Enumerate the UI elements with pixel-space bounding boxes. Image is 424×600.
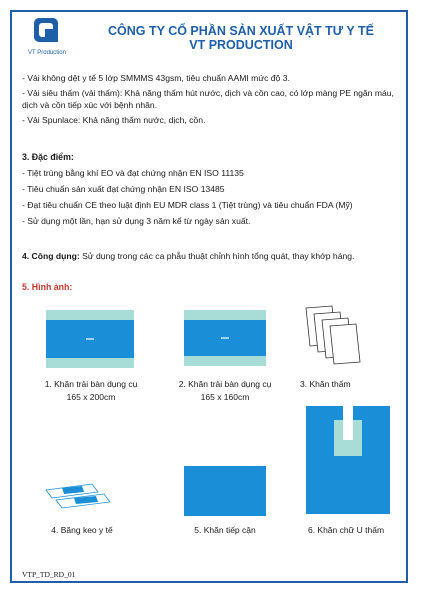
- company-name-line2: VT PRODUCTION: [189, 38, 293, 52]
- feature-item: - Tiệt trùng bằng khí EO và đạt chứng nhận EN ISO 11135: [22, 168, 244, 178]
- usage-section: [22, 250, 394, 262]
- usage-label: 4. Công dụng:: [22, 251, 80, 261]
- materials-list: [22, 72, 394, 126]
- caption-title: 5. Khăn tiếp cận: [194, 525, 256, 535]
- image-caption-3: [300, 378, 384, 391]
- company-name: [76, 24, 406, 52]
- features-heading: 3. Đặc điểm:: [22, 152, 74, 162]
- image-caption-1: [24, 378, 158, 404]
- instrument-table-drape-image: [184, 310, 266, 366]
- features-list: [22, 167, 394, 227]
- material-item: - Vải không dệt y tế 5 lớp SMMMS 43gsm, tiêu chuẩn AAMI mức độ 3.: [22, 73, 290, 83]
- company-name-line1: CÔNG TY CỔ PHẦN SẢN XUẤT VẬT TƯ Y TẾ: [108, 24, 374, 38]
- feature-item: - Tiêu chuẩn sản xuất đạt chứng nhận EN ISO 13485: [22, 184, 225, 194]
- caption-size: 165 x 200cm: [66, 392, 116, 402]
- absorbent-towel-image: [302, 304, 362, 370]
- feature-item: - Đạt tiêu chuẩn CE theo luật định EU MDR class 1 (Tiệt trùng) và tiêu chuẩn FDA (Mỹ): [22, 200, 353, 210]
- document-code: VTP_TD_RD_01: [22, 570, 76, 579]
- caption-title: 4. Băng keo y tế: [51, 525, 113, 535]
- image-caption-2: [158, 378, 292, 404]
- material-item: - Vải siêu thấm (vải thấm): Khả năng thấm hút nước, dịch và cồn cao, có lớp màng PE ngăn máu, dịch và cồn tiếp xúc với bệnh nhân.: [22, 88, 394, 110]
- caption-title: 2. Khăn trải bàn dụng cụ: [178, 379, 272, 389]
- medical-tape-image: [40, 470, 126, 514]
- access-drape-image: [184, 466, 266, 516]
- caption-title: 3. Khăn thấm: [300, 379, 351, 389]
- caption-title: 1. Khăn trải bàn dụng cụ: [44, 379, 138, 389]
- material-item: - Vải Spunlace: Khả năng thấm nước, dịch, cồn.: [22, 115, 206, 125]
- usage-text: Sử dụng trong các ca phẫu thuật chỉnh hình tổng quát, thay khớp háng.: [82, 251, 355, 261]
- instrument-table-drape-image: [46, 310, 134, 368]
- image-caption-4: [30, 524, 134, 537]
- logo-text: VT Production: [28, 50, 66, 56]
- image-caption-5: [166, 524, 284, 537]
- feature-item: - Sử dụng một lần, hạn sử dụng 3 năm kể từ ngày sản xuất.: [22, 216, 251, 226]
- caption-size: 165 x 160cm: [200, 392, 250, 402]
- image-caption-6: [286, 524, 406, 537]
- images-heading: 5. Hình ảnh:: [22, 282, 73, 292]
- u-drape-image: [306, 406, 390, 514]
- caption-title: 6. Khăn chữ U thấm: [307, 525, 385, 535]
